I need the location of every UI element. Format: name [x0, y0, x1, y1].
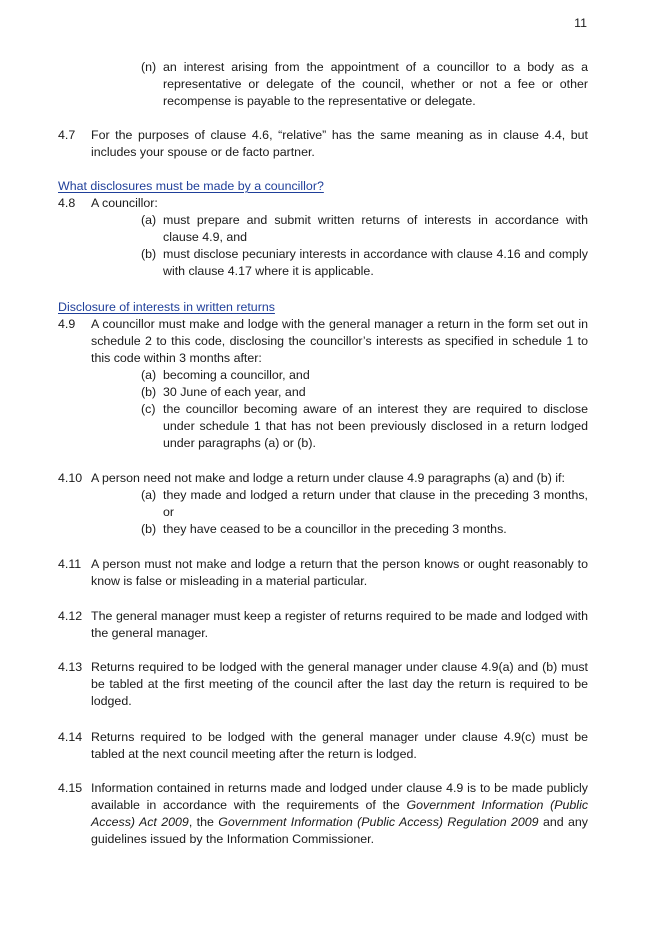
clause-4-13	[58, 659, 588, 710]
list-item	[141, 246, 588, 280]
clause-text: A councillor must make and lodge with the general manager a return in the form set out in schedule 2 to this code, disclosing the councillor’s interests as specified in schedule 1 to this code within 3 months after:	[91, 317, 588, 365]
item-text: becoming a councillor, and	[163, 368, 310, 382]
section-heading-disclosures: What disclosures must be made by a councillor?	[58, 179, 324, 193]
clause-text-part: and any guidelines issued by the Information Commissioner.	[91, 815, 588, 846]
item-label: (n)	[141, 60, 157, 74]
item-text: they have ceased to be a councillor in the preceding 3 months.	[163, 522, 507, 536]
item-label: (a)	[141, 488, 157, 502]
list-item	[141, 384, 588, 401]
clause-4-9	[58, 316, 588, 452]
act-title: Government Information (Public Access) Act 2009	[91, 798, 589, 829]
clause-number: 4.7	[58, 128, 76, 142]
clause-4-14	[58, 729, 588, 763]
clause-text: A councillor:	[91, 196, 158, 210]
section-heading-written-returns: Disclosure of interests in written returns	[58, 300, 275, 314]
clause-number: 4.10	[58, 471, 83, 485]
clause-4-11	[58, 556, 588, 590]
clause-number: 4.14	[58, 730, 83, 744]
clause-4-6-item-n	[58, 59, 588, 110]
item-text: must prepare and submit written returns of interests in accordance with clause 4.9, and	[163, 213, 588, 244]
clause-text: For the purposes of clause 4.6, “relative” has the same meaning as in clause 4.4, but includes your spouse or de facto partner.	[91, 128, 588, 159]
clause-number: 4.15	[58, 781, 83, 795]
clause-number: 4.13	[58, 660, 83, 674]
list-item	[141, 212, 588, 246]
item-label: (b)	[141, 385, 157, 399]
item-text: the councillor becoming aware of an interest they are required to disclose under schedule 1 that has not been previously disclosed in a return lodged under paragraphs (a) or (b).	[163, 402, 588, 450]
item-text: 30 June of each year, and	[163, 385, 306, 399]
clause-4-10	[58, 470, 588, 538]
clause-number: 4.11	[58, 557, 82, 571]
item-label: (b)	[141, 247, 157, 261]
item-label: (c)	[141, 402, 156, 416]
item-text: must disclose pecuniary interests in accordance with clause 4.16 and comply with clause 4.17 where it is applicable.	[163, 247, 588, 278]
clause-text	[91, 780, 588, 848]
clause-4-12	[58, 608, 588, 642]
clause-number: 4.8	[58, 196, 76, 210]
item-text: they made and lodged a return under that clause in the preceding 3 months, or	[163, 488, 588, 519]
list-item	[141, 487, 588, 521]
clause-text: Returns required to be lodged with the general manager under clause 4.9(c) must be tabled at the next council meeting after the return is lodged.	[91, 730, 588, 761]
clause-number: 4.12	[58, 609, 83, 623]
clause-text-part: , the	[188, 815, 219, 829]
list-item	[141, 367, 588, 384]
item-text: an interest arising from the appointment of a councillor to a body as a representative or delegate of the council, whether or not a fee or other recompense is payable to the representative or delegate.	[163, 60, 588, 108]
clause-4-8	[58, 195, 588, 280]
clause-text: The general manager must keep a register of returns required to be made and lodged with the general manager.	[91, 609, 588, 640]
clause-4-15	[58, 780, 588, 848]
item-label: (b)	[141, 522, 157, 536]
clause-number: 4.9	[58, 317, 76, 331]
clause-4-7	[58, 127, 588, 161]
clause-text: A person need not make and lodge a return under clause 4.9 paragraphs (a) and (b) if:	[91, 471, 565, 485]
list-item	[141, 521, 588, 538]
page-number: 11	[574, 16, 587, 30]
regulation-title: Government Information (Public Access) Regulation 2009	[218, 815, 539, 829]
list-item	[141, 401, 588, 452]
item-label: (a)	[141, 213, 157, 227]
clause-text: A person must not make and lodge a return that the person knows or ought reasonably to know is false or misleading in a material particular.	[91, 557, 588, 588]
item-label: (a)	[141, 368, 157, 382]
clause-text: Returns required to be lodged with the general manager under clause 4.9(a) and (b) must be tabled at the first meeting of the council after the last day the return is required to be lodged.	[91, 660, 588, 708]
clause-text-part: Information contained in returns made and lodged under clause 4.9 is to be made publicly available in accordance with the requirements of the	[91, 781, 588, 812]
